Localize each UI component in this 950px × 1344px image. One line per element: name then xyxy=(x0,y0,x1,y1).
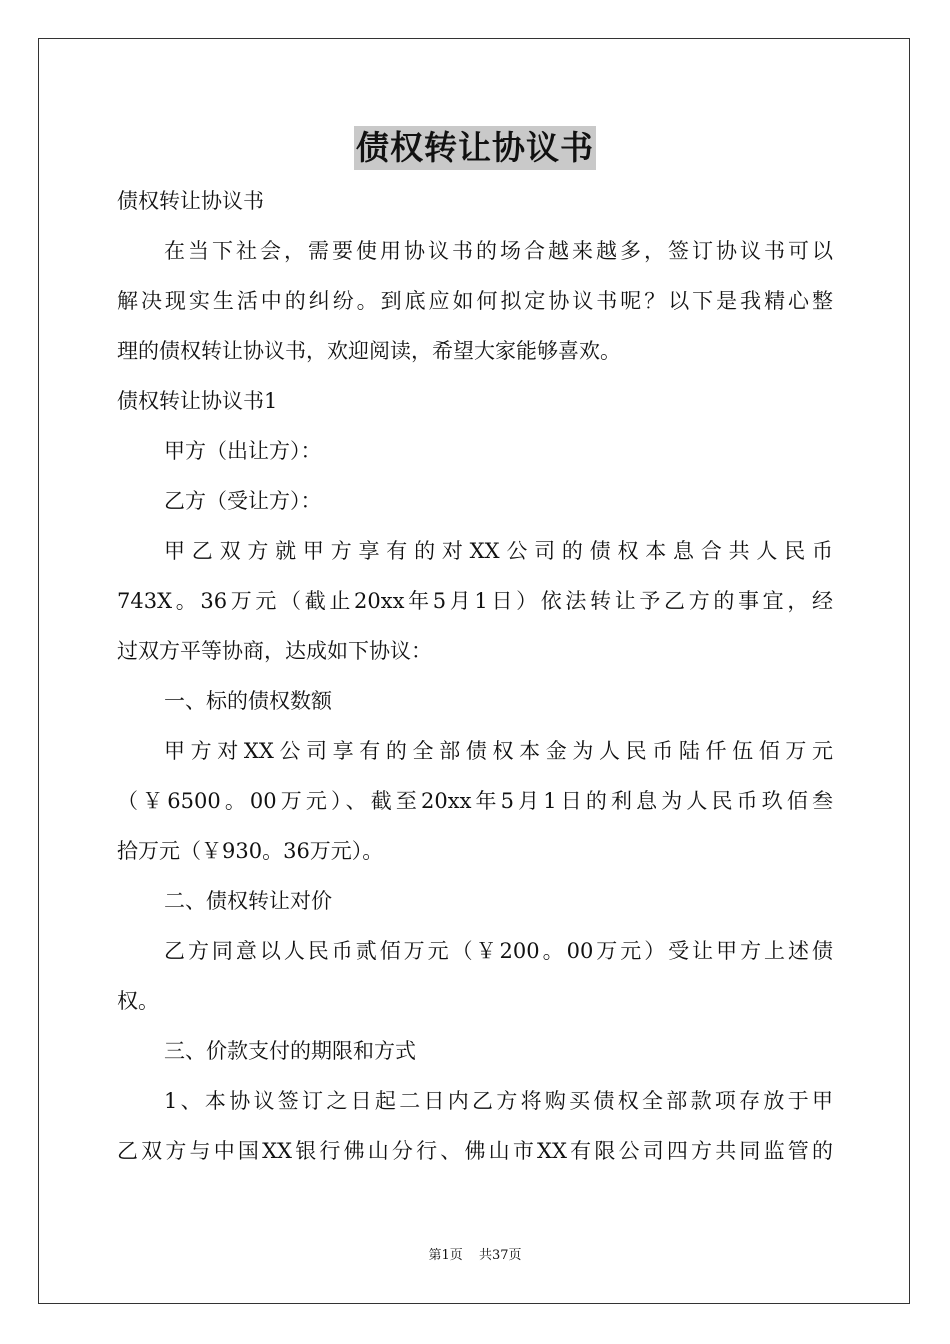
clause-heading: 三、价款支付的期限和方式 xyxy=(164,1039,416,1063)
party-a-line: 甲方（出让方）： xyxy=(164,439,322,463)
body-line: （￥6500。00万元）、截至20xx年5月1日的利息为人民币玖佰叁 xyxy=(117,789,833,813)
body-line: 甲方对XX公司享有的全部债权本金为人民币陆仟伍佰万元 xyxy=(164,739,833,763)
body-line: 乙双方与中国XX银行佛山分行、佛山市XX有限公司四方共同监管的 xyxy=(117,1139,833,1163)
body-line: 理的债权转让协议书，欢迎阅读，希望大家能够喜欢。 xyxy=(117,339,621,363)
body-line: 甲乙双方就甲方享有的对XX公司的债权本息合共人民币 xyxy=(164,539,833,563)
page-footer xyxy=(0,1246,950,1266)
body-line: 在当下社会，需要使用协议书的场合越来越多，签订协议书可以 xyxy=(164,239,833,263)
body-line: 过双方平等协商，达成如下协议： xyxy=(117,639,432,663)
body-line: 拾万元（￥930。36万元）。 xyxy=(117,839,384,863)
document-title: 债权转让协议书 xyxy=(354,126,596,170)
document-body xyxy=(117,176,833,1176)
body-line: 债权转让协议书 xyxy=(117,189,264,213)
page-number-total: 共37页 xyxy=(478,1248,522,1263)
title-container xyxy=(0,126,950,170)
page-number-current: 第1页 xyxy=(428,1248,463,1263)
clause-heading: 一、标的债权数额 xyxy=(164,689,332,713)
section-heading: 债权转让协议书1 xyxy=(117,389,278,413)
body-line: 743X。36万元（截止20xx年5月1日）依法转让予乙方的事宜，经 xyxy=(117,589,833,613)
clause-heading: 二、债权转让对价 xyxy=(164,889,332,913)
body-line: 乙方同意以人民币贰佰万元（￥200。00万元）受让甲方上述债 xyxy=(164,939,833,963)
party-b-line: 乙方（受让方）： xyxy=(164,489,322,513)
body-line: 权。 xyxy=(117,989,159,1013)
body-line: 解决现实生活中的纠纷。到底应如何拟定协议书呢？以下是我精心整 xyxy=(117,289,833,313)
body-line: 1、本协议签订之日起二日内乙方将购买债权全部款项存放于甲 xyxy=(164,1089,833,1113)
